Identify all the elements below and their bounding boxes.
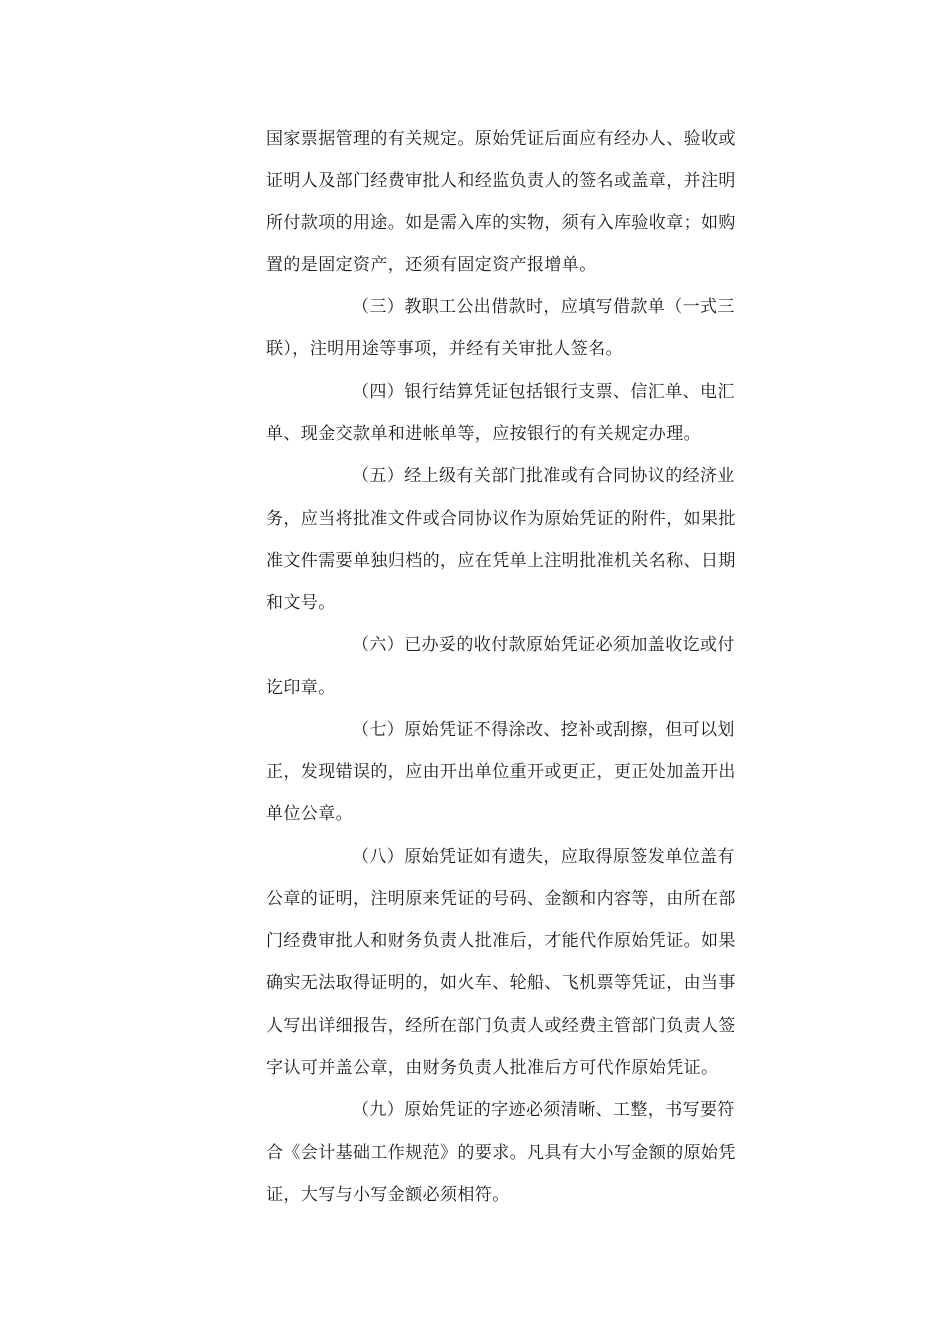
text-line: 证，大写与小写金额必须相符。 — [266, 1185, 510, 1205]
text-line: 和文号。 — [266, 593, 336, 613]
text-line: 正，发现错误的，应由开出单位重开或更正，更正处加盖开出 — [266, 762, 736, 782]
text-line: 联），注明用途等事项，并经有关审批人签名。 — [266, 339, 623, 359]
text-line: 合《会计基础工作规范》的要求。凡具有大小写金额的原始凭 — [266, 1143, 736, 1163]
paragraph-start-line: （六）已办妥的收付款原始凭证必须加盖收讫或付 — [352, 635, 735, 655]
text-line: 单位公章。 — [266, 804, 353, 824]
text-line: 公章的证明，注明原来凭证的号码、金额和内容等，由所在部 — [266, 889, 736, 909]
text-line: 单、现金交款单和进帐单等，应按银行的有关规定办理。 — [266, 424, 701, 444]
text-line: 所付款项的用途。如是需入库的实物，须有入库验收章；如购 — [266, 213, 736, 233]
paragraph-start-line: （九）原始凭证的字迹必须清晰、工整，书写要符 — [352, 1100, 735, 1120]
text-line: 确实无法取得证明的，如火车、轮船、飞机票等凭证，由当事 — [266, 973, 736, 993]
paragraph-start-line: （五）经上级有关部门批准或有合同协议的经济业 — [352, 466, 735, 486]
text-line: 人写出详细报告，经所在部门负责人或经费主管部门负责人签 — [266, 1016, 736, 1036]
text-line: 门经费审批人和财务负责人批准后，才能代作原始凭证。如果 — [266, 931, 736, 951]
paragraph-start-line: （八）原始凭证如有遗失，应取得原签发单位盖有 — [352, 847, 735, 867]
text-line: 讫印章。 — [266, 678, 336, 698]
text-line: 证明人及部门经费审批人和经监负责人的签名或盖章，并注明 — [266, 171, 736, 191]
text-line: 字认可并盖公章，由财务负责人批准后方可代作原始凭证。 — [266, 1058, 719, 1078]
text-line: 务，应当将批准文件或合同协议作为原始凭证的附件，如果批 — [266, 509, 736, 529]
text-line: 置的是固定资产，还须有固定资产报增单。 — [266, 255, 597, 275]
text-line: 国家票据管理的有关规定。原始凭证后面应有经办人、验收或 — [266, 129, 736, 149]
paragraph-start-line: （四）银行结算凭证包括银行支票、信汇单、电汇 — [352, 382, 735, 402]
paragraph-start-line: （三）教职工公出借款时，应填写借款单（一式三 — [352, 297, 735, 317]
text-line: 准文件需要单独归档的，应在凭单上注明批准机关名称、日期 — [266, 551, 736, 571]
paragraph-start-line: （七）原始凭证不得涂改、挖补或刮擦，但可以划 — [352, 720, 735, 740]
